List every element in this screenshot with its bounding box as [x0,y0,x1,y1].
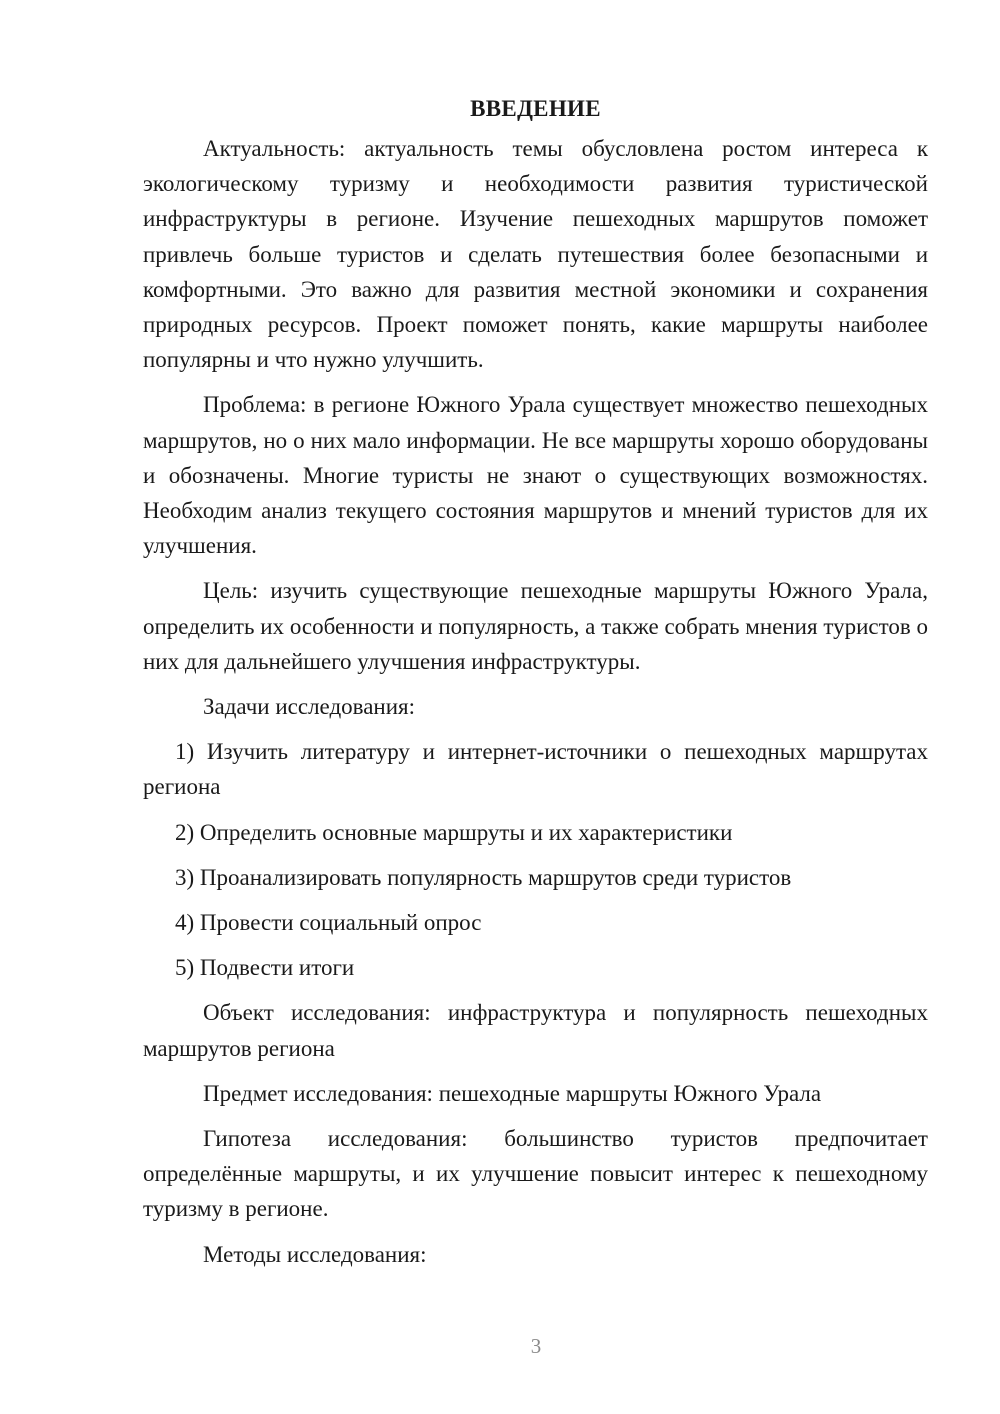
methods-heading: Методы исследования: [203,1241,427,1267]
task-item: 5) Подвести итоги [175,955,355,981]
task-item: 1) Изучить литературу и интернет-источники о пешеходных маршрутах региона [143,739,928,800]
goal-paragraph: Цель: изучить существующие пешеходные маршруты Южного Урала, определить их особенности и популярность, а также собрать мнения туристов о них для дальнейшего улучшения инфраструктуры. [143,578,928,674]
hypothesis-paragraph: Гипотеза исследования: большинство туристов предпочитает определённые маршруты, и их улучшение повысит интерес к пешеходному туризму в регионе. [143,1126,928,1222]
object-paragraph: Объект исследования: инфраструктура и популярность пешеходных маршрутов региона [143,1000,928,1061]
relevance-paragraph: Актуальность: актуальность темы обусловлена ростом интереса к экологическому туризму и необходимости развития туристической инфраструктуры в регионе. Изучение пешеходных маршрутов поможет привлечь больше туристов и сделать путешествия более безопасными и комфортными. Это важно для развития местной экономики и сохранения природных ресурсов. Проект поможет понять, какие маршруты наиболее популярны и что нужно улучшить. [143,136,928,373]
section-heading: ВВЕДЕНИЕ [470,96,601,121]
task-item: 2) Определить основные маршруты и их характеристики [175,819,733,845]
tasks-heading: Задачи исследования: [203,694,416,720]
document-page [143,92,928,1282]
task-item: 3) Проанализировать популярность маршрутов среди туристов [175,864,792,890]
page-number: 3 [530,1334,542,1358]
subject-paragraph: Предмет исследования: пешеходные маршруты Южного Урала [203,1080,822,1106]
task-item: 4) Провести социальный опрос [175,910,482,936]
problem-paragraph: Проблема: в регионе Южного Урала существует множество пешеходных маршрутов, но о них мало информации. Не все маршруты хорошо оборудованы и обозначены. Многие туристы не знают о существующих возможностях. Необходим анализ текущего состояния маршрутов и мнений туристов для их улучшения. [143,392,928,559]
